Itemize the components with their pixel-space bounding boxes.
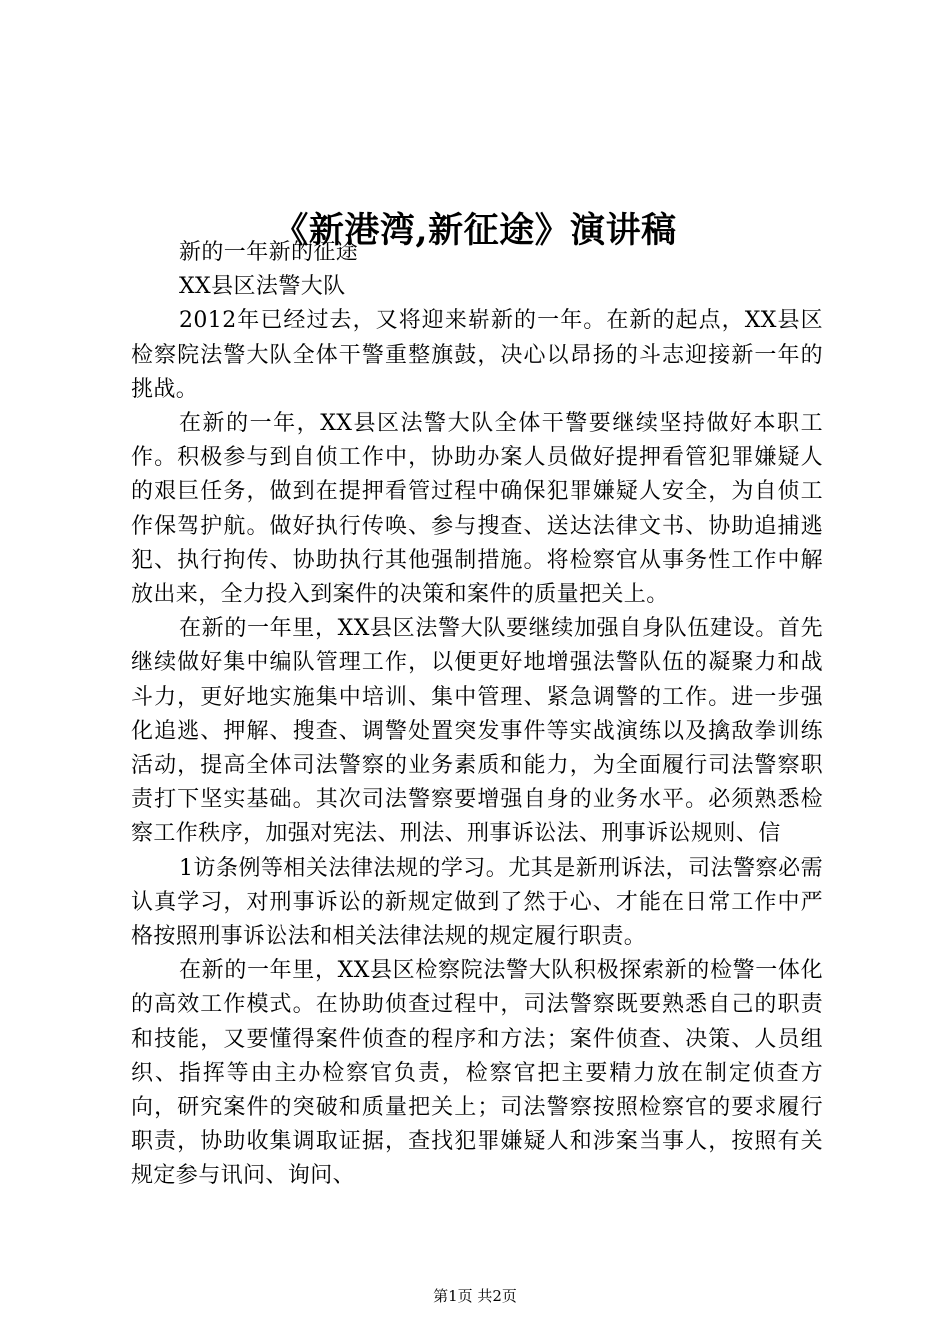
body-paragraph: 在新的一年，XX县区法警大队全体干警要继续坚持做好本职工作。积极参与到自侦工作中，协助办案人员做好提押看管犯罪嫌疑人的艰巨任务，做到在提押看管过程中确保犯罪嫌疑人安全，为自侦工作保驾护航。做好执行传唤、参与搜查、送达法律文书、协助追捕逃犯、执行拘传、协助执行其他强制措施。将检察官从事务性工作中解放出来，全力投入到案件的决策和案件的质量把关上。 — [131, 411, 823, 608]
document-body — [131, 236, 823, 1194]
document-title: 《新港湾,新征途》演讲稿 — [273, 210, 677, 252]
subtitle-line: 新的一年新的征途 — [179, 240, 359, 265]
body-paragraph: 在新的一年里，XX县区法警大队要继续加强自身队伍建设。首先继续做好集中编队管理工作，以便更好地增强法警队伍的凝聚力和战斗力，更好地实施集中培训、集中管理、紧急调警的工作。进一步强化追逃、押解、搜查、调警处置突发事件等实战演练以及擒敌拳训练活动，提高全体司法警察的业务素质和能力，为全面履行司法警察职责打下坚实基础。其次司法警察要增强自身的业务水平。必须熟悉检察工作秩序，加强对宪法、刑法、刑事诉讼法、刑事诉讼规则、信 — [131, 616, 823, 847]
body-paragraph: 1访条例等相关法律法规的学习。尤其是新刑诉法，司法警察必需认真学习，对刑事诉讼的新规定做到了然于心、才能在日常工作中严格按照刑事诉讼法和相关法律法规的规定履行职责。 — [131, 855, 823, 950]
body-paragraph: 2012年已经过去，又将迎来崭新的一年。在新的起点，XX县区检察院法警大队全体干警重整旗鼓，决心以昂扬的斗志迎接新一年的挑战。 — [131, 308, 823, 402]
author-line: XX县区法警大队 — [179, 274, 346, 300]
page-footer: 第1页 共2页 — [433, 1287, 517, 1305]
body-paragraph: 在新的一年里，XX县区检察院法警大队积极探索新的检警一体化的高效工作模式。在协助侦查过程中，司法警察既要熟悉自己的职责和技能，又要懂得案件侦查的程序和方法；案件侦查、决策、人员组织、指挥等由主办检察官负责，检察官把主要精力放在制定侦查方向，研究案件的突破和质量把关上；司法警察按照检察官的要求履行职责，协助收集调取证据，查找犯罪嫌疑人和涉案当事人，按照有关规定参与讯问、询问、 — [131, 958, 823, 1189]
